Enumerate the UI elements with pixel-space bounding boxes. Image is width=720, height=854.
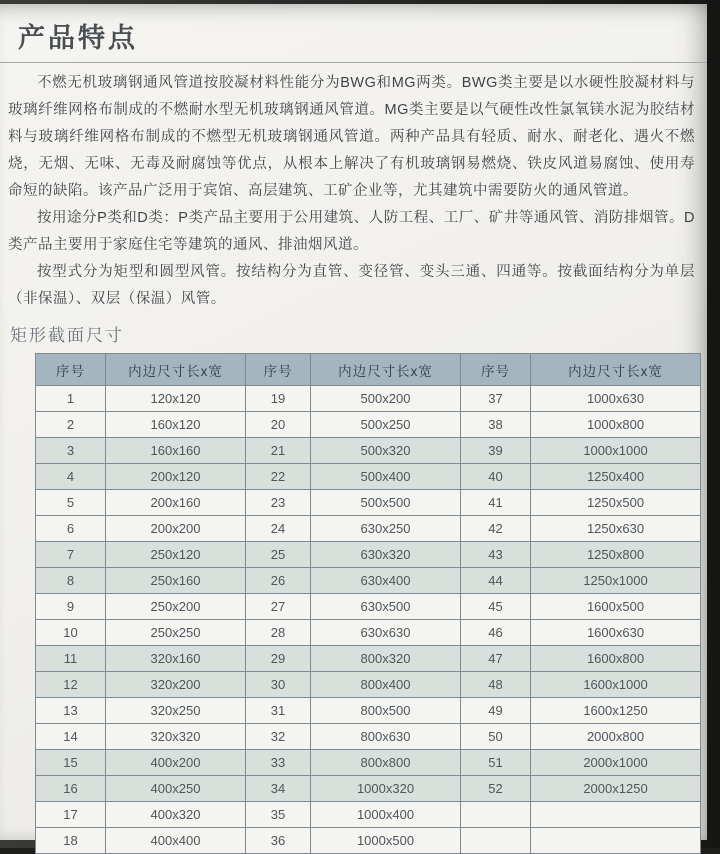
header-serial-3: 序号 xyxy=(461,354,531,386)
cell-serial: 37 xyxy=(461,386,531,412)
cell-size: 800x630 xyxy=(311,724,461,750)
cell-serial: 49 xyxy=(461,698,531,724)
cell-size: 2000x800 xyxy=(531,724,701,750)
cell-serial: 46 xyxy=(461,620,531,646)
cell-size: 1600x1000 xyxy=(531,672,701,698)
cell-serial: 45 xyxy=(461,594,531,620)
cell-serial xyxy=(461,828,531,854)
cell-size: 500x320 xyxy=(311,438,461,464)
cell-serial: 51 xyxy=(461,750,531,776)
cell-serial: 40 xyxy=(461,464,531,490)
paragraph-shape-structure: 按型式分为矩型和圆型风管。按结构分为直管、变径管、变头三通、四通等。按截面结构分为单层（非保温）、双层（保温）风管。 xyxy=(8,264,695,307)
cell-serial: 7 xyxy=(36,542,106,568)
cell-serial: 47 xyxy=(461,646,531,672)
cell-size: 1250x800 xyxy=(531,542,701,568)
cell-size: 400x320 xyxy=(106,802,246,828)
cell-serial: 8 xyxy=(36,568,106,594)
cell-size: 320x160 xyxy=(106,646,246,672)
cell-size: 200x120 xyxy=(106,464,246,490)
cell-serial: 34 xyxy=(246,776,311,802)
cell-size: 320x320 xyxy=(106,724,246,750)
cell-serial: 16 xyxy=(36,776,106,802)
cell-size: 2000x1250 xyxy=(531,776,701,802)
cell-serial: 22 xyxy=(246,464,311,490)
size-table-body xyxy=(36,386,701,854)
cell-serial: 1 xyxy=(36,386,106,412)
cell-serial: 35 xyxy=(246,802,311,828)
cell-serial: 33 xyxy=(246,750,311,776)
cell-serial xyxy=(461,802,531,828)
cell-size: 320x200 xyxy=(106,672,246,698)
cell-serial: 36 xyxy=(246,828,311,854)
page-title: 产品特点 xyxy=(18,23,138,53)
header-size-3: 内边尺寸长x宽 xyxy=(531,354,701,386)
cell-serial: 52 xyxy=(461,776,531,802)
cell-size: 1000x630 xyxy=(531,386,701,412)
cell-serial: 21 xyxy=(246,438,311,464)
cell-serial: 17 xyxy=(36,802,106,828)
rect-size-table xyxy=(35,353,701,854)
cell-serial: 29 xyxy=(246,646,311,672)
cell-size: 1000x800 xyxy=(531,412,701,438)
table-row xyxy=(36,516,701,542)
cell-size: 400x400 xyxy=(106,828,246,854)
cell-size: 250x200 xyxy=(106,594,246,620)
table-row xyxy=(36,412,701,438)
table-row xyxy=(36,776,701,802)
cell-size: 160x120 xyxy=(106,412,246,438)
cell-serial: 25 xyxy=(246,542,311,568)
cell-serial: 14 xyxy=(36,724,106,750)
cell-serial: 41 xyxy=(461,490,531,516)
cell-size: 1000x1000 xyxy=(531,438,701,464)
header-serial-1: 序号 xyxy=(36,354,106,386)
cell-size: 1250x500 xyxy=(531,490,701,516)
cell-serial: 30 xyxy=(246,672,311,698)
cell-size: 1000x400 xyxy=(311,802,461,828)
cell-size: 800x500 xyxy=(311,698,461,724)
cell-size: 630x500 xyxy=(311,594,461,620)
cell-serial: 28 xyxy=(246,620,311,646)
cell-size: 200x200 xyxy=(106,516,246,542)
header-size-2: 内边尺寸长x宽 xyxy=(311,354,461,386)
cell-size: 1600x500 xyxy=(531,594,701,620)
cell-size: 200x160 xyxy=(106,490,246,516)
cell-size: 630x630 xyxy=(311,620,461,646)
cell-size xyxy=(531,802,701,828)
cell-size: 250x120 xyxy=(106,542,246,568)
table-row xyxy=(36,542,701,568)
cell-serial: 3 xyxy=(36,438,106,464)
table-row xyxy=(36,698,701,724)
table-row xyxy=(36,386,701,412)
cell-size: 400x200 xyxy=(106,750,246,776)
cell-size: 250x250 xyxy=(106,620,246,646)
table-row xyxy=(36,568,701,594)
cell-serial: 4 xyxy=(36,464,106,490)
table-row xyxy=(36,672,701,698)
cell-size: 630x250 xyxy=(311,516,461,542)
cell-size: 500x200 xyxy=(311,386,461,412)
body-text xyxy=(8,70,695,313)
cell-serial: 20 xyxy=(246,412,311,438)
table-row xyxy=(36,828,701,854)
cell-serial: 6 xyxy=(36,516,106,542)
cell-size: 800x800 xyxy=(311,750,461,776)
document-page xyxy=(0,4,707,848)
cell-size: 250x160 xyxy=(106,568,246,594)
table-row xyxy=(36,438,701,464)
cell-size: 2000x1000 xyxy=(531,750,701,776)
cell-serial: 39 xyxy=(461,438,531,464)
cell-size: 1000x500 xyxy=(311,828,461,854)
cell-serial: 9 xyxy=(36,594,106,620)
header-serial-2: 序号 xyxy=(246,354,311,386)
cell-serial: 19 xyxy=(246,386,311,412)
table-row xyxy=(36,724,701,750)
title-divider xyxy=(0,62,707,63)
cell-serial: 43 xyxy=(461,542,531,568)
cell-size: 500x500 xyxy=(311,490,461,516)
table-row xyxy=(36,490,701,516)
cell-size: 800x320 xyxy=(311,646,461,672)
cell-serial: 32 xyxy=(246,724,311,750)
cell-size: 630x320 xyxy=(311,542,461,568)
cell-serial: 44 xyxy=(461,568,531,594)
cell-size: 320x250 xyxy=(106,698,246,724)
table-row xyxy=(36,620,701,646)
cell-size: 1600x800 xyxy=(531,646,701,672)
cell-serial: 2 xyxy=(36,412,106,438)
cell-size: 120x120 xyxy=(106,386,246,412)
cell-size xyxy=(531,828,701,854)
cell-size: 1600x630 xyxy=(531,620,701,646)
table-header-row xyxy=(36,354,701,386)
cell-serial: 10 xyxy=(36,620,106,646)
cell-serial: 23 xyxy=(246,490,311,516)
header-size-1: 内边尺寸长x宽 xyxy=(106,354,246,386)
table-row xyxy=(36,464,701,490)
cell-size: 1600x1250 xyxy=(531,698,701,724)
cell-serial: 11 xyxy=(36,646,106,672)
cell-size: 1250x400 xyxy=(531,464,701,490)
cell-size: 500x250 xyxy=(311,412,461,438)
cell-size: 1000x320 xyxy=(311,776,461,802)
cell-size: 1250x630 xyxy=(531,516,701,542)
cell-size: 630x400 xyxy=(311,568,461,594)
paragraph-material-types: 不燃无机玻璃钢通风管道按胶凝材料性能分为BWG和MG两类。BWG类主要是以水硬性胶凝材料与玻璃纤维网格布制成的不燃耐水型无机玻璃钢通风管道。MG类主要是以气硬性改性氯氧镁水泥为胶结材料与玻璃纤维网格布制成的不燃型无机玻璃钢通风管道。两种产品具有轻质、耐水、耐老化、遇火不燃烧，无烟、无味、无毒及耐腐蚀等优点，从根本上解决了有机玻璃钢易燃烧、铁皮风道易腐蚀、使用寿命短的缺陷。该产品广泛用于宾馆、高层建筑、工矿企业等，尤其建筑中需要防火的通风管道。 xyxy=(8,75,695,199)
cell-serial: 18 xyxy=(36,828,106,854)
table-row xyxy=(36,802,701,828)
cell-serial: 15 xyxy=(36,750,106,776)
cell-serial: 38 xyxy=(461,412,531,438)
table-section-heading: 矩形截面尺寸 xyxy=(10,326,124,345)
cell-serial: 24 xyxy=(246,516,311,542)
cell-serial: 42 xyxy=(461,516,531,542)
cell-serial: 13 xyxy=(36,698,106,724)
table-row xyxy=(36,594,701,620)
cell-serial: 26 xyxy=(246,568,311,594)
cell-size: 800x400 xyxy=(311,672,461,698)
cell-size: 500x400 xyxy=(311,464,461,490)
cell-serial: 5 xyxy=(36,490,106,516)
table-row xyxy=(36,646,701,672)
cell-size: 160x160 xyxy=(106,438,246,464)
cell-size: 400x250 xyxy=(106,776,246,802)
cell-serial: 31 xyxy=(246,698,311,724)
cell-serial: 12 xyxy=(36,672,106,698)
cell-size: 1250x1000 xyxy=(531,568,701,594)
table-row xyxy=(36,750,701,776)
paragraph-usage-classes: 按用途分P类和D类：P类产品主要用于公用建筑、人防工程、工厂、矿井等通风管、消防排烟管。D类产品主要用于家庭住宅等建筑的通风、排油烟风道。 xyxy=(8,210,695,253)
cell-serial: 27 xyxy=(246,594,311,620)
cell-serial: 48 xyxy=(461,672,531,698)
cell-serial: 50 xyxy=(461,724,531,750)
